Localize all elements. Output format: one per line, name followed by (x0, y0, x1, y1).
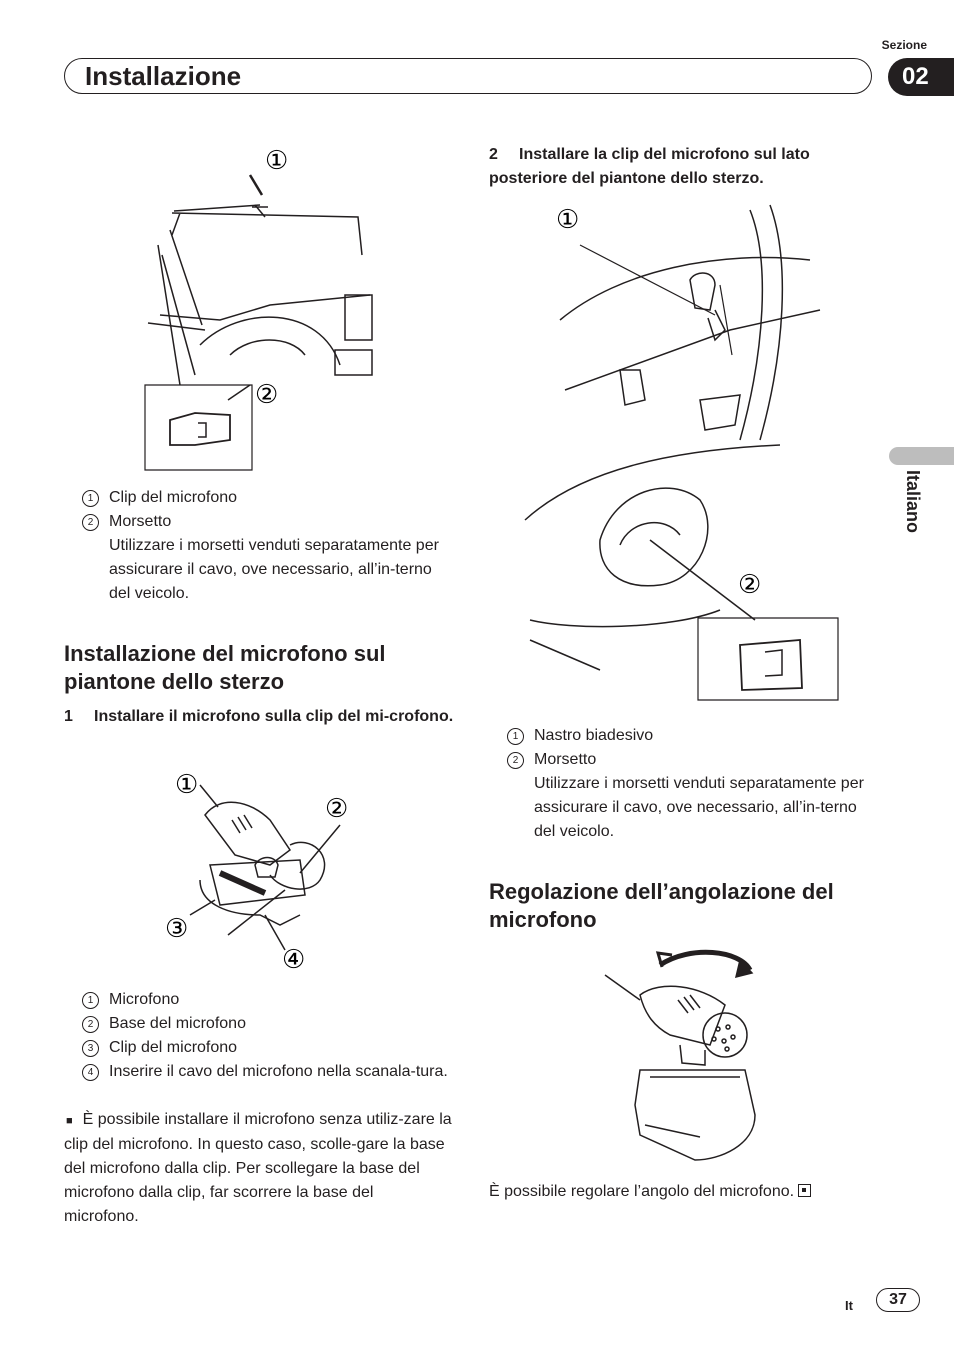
section-heading-steering: Installazione del microfono sul piantone dello sterzo (64, 641, 386, 694)
legend-item (64, 1060, 454, 1084)
step-1 (64, 705, 454, 729)
legend-number: 1 (507, 728, 524, 745)
legend-note: Utilizzare i morsetti venduti separatamente per assicurare il cavo, ove necessario, all’in-terno del veicolo. (534, 775, 864, 840)
step-text: Installare la clip del microfono sul lato posteriore del piantone dello sterzo. (489, 146, 810, 187)
language-tab-label: Italiano (903, 470, 923, 534)
figure2-callout-2: ② (325, 794, 349, 824)
language-tab (885, 470, 945, 550)
angle-text: È possibile regolare l’angolo del microfono. (489, 1183, 795, 1200)
figure-steering-column (520, 200, 850, 710)
legend-note: Utilizzare i morsetti venduti separatamente per assicurare il cavo, ove necessario, all’in-terno del veicolo. (109, 537, 439, 602)
legend-text: Base del microfono (109, 1015, 246, 1032)
legend-number: 4 (82, 1064, 99, 1081)
figure1-callout-1: ① (265, 146, 289, 176)
legend-text: Inserire il cavo del microfono nella scanala-tura. (109, 1063, 448, 1080)
legend-number: 2 (82, 1016, 99, 1033)
note-paragraph (64, 1108, 452, 1229)
note-bullet: ■ (66, 1115, 73, 1127)
legend-item (64, 988, 454, 1012)
figure3-callout-2: ② (738, 570, 762, 600)
language-tab-marker (889, 447, 954, 465)
figure2-callout-4: ④ (282, 945, 306, 975)
page-title: Installazione (85, 61, 242, 91)
figure-microphone-clip (160, 765, 360, 980)
legend-item (64, 1012, 454, 1036)
legend-number: 2 (82, 514, 99, 531)
legend-text: Clip del microfono (109, 1039, 238, 1056)
legend-item (489, 724, 879, 748)
figure-dashboard-clip (140, 145, 380, 475)
page-number: 37 (876, 1288, 920, 1312)
title-bar (64, 58, 872, 94)
language-code: It (845, 1298, 853, 1313)
step-number: 2 (489, 146, 498, 163)
end-of-section-icon (798, 1184, 811, 1197)
legend-item (64, 1036, 454, 1060)
section-heading-angle: Regolazione dell’angolazione del microfono (489, 879, 834, 932)
step-text: Installare il microfono sulla clip del mi-crofono. (94, 708, 454, 725)
figure3-legend (489, 724, 879, 844)
section-number-badge: 02 (888, 58, 954, 96)
legend-item (64, 486, 454, 510)
figure3-callout-1: ① (556, 205, 580, 235)
figure1-legend (64, 486, 454, 606)
legend-text: Morsetto (109, 513, 172, 530)
step-number: 1 (64, 708, 73, 725)
legend-number: 3 (82, 1040, 99, 1057)
legend-text: Nastro biadesivo (534, 727, 654, 744)
legend-number: 1 (82, 992, 99, 1009)
legend-item (64, 510, 454, 534)
step-2 (489, 143, 879, 191)
note-text: È possibile installare il microfono senza utiliz-zare la clip del microfono. In questo caso, scolle-gare la base del microfono dalla clip. Per scollegare la base del microfono dalla clip, far scorrere la base del microfono. (64, 1111, 452, 1225)
legend-number: 2 (507, 752, 524, 769)
figure1-callout-2: ② (255, 380, 279, 410)
legend-number: 1 (82, 490, 99, 507)
figure-microphone-angle (600, 945, 770, 1170)
legend-text: Microfono (109, 991, 180, 1008)
figure2-callout-1: ① (175, 770, 199, 800)
legend-item (489, 748, 879, 772)
legend-text: Morsetto (534, 751, 597, 768)
section-label: Sezione (881, 38, 927, 52)
figure2-legend (64, 988, 454, 1084)
figure2-callout-3: ③ (165, 914, 189, 944)
legend-text: Clip del microfono (109, 489, 238, 506)
angle-paragraph (489, 1180, 889, 1204)
